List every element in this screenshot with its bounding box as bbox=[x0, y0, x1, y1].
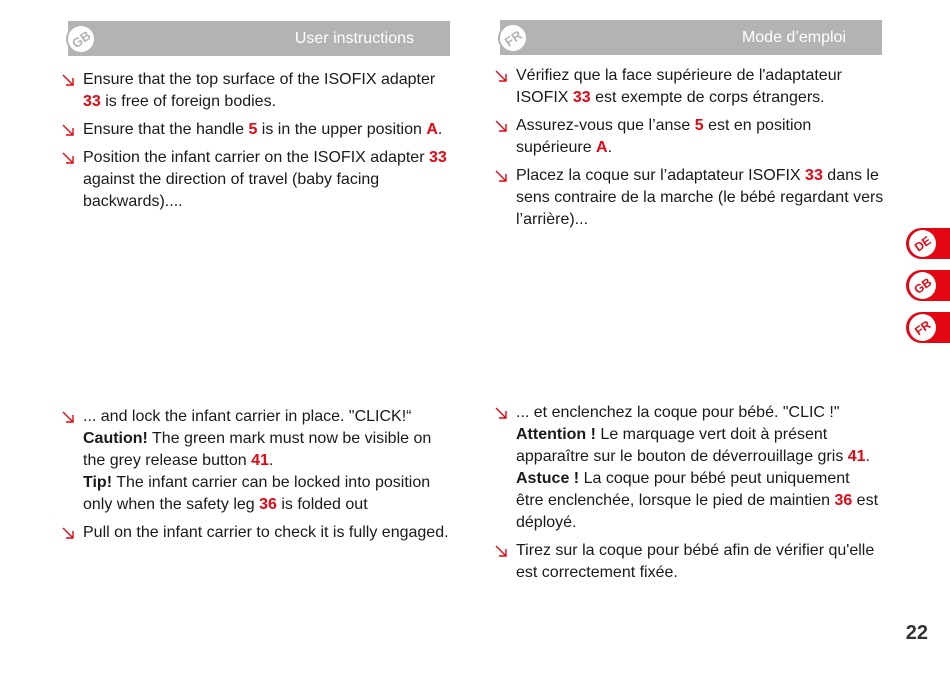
list-item: Tirez sur la coque pour bébé afin de vérifier qu'elle est correctement fixée. bbox=[495, 540, 880, 584]
side-tab-fr[interactable] bbox=[906, 312, 950, 343]
side-tab-gb-label: GB bbox=[904, 267, 942, 305]
side-tab-de[interactable] bbox=[906, 228, 950, 259]
arrow-bullet-icon bbox=[495, 545, 509, 559]
list-item: Ensure that the handle 5 is in the upper position A. bbox=[62, 119, 450, 141]
lang-badge-gb: GB bbox=[60, 18, 102, 60]
fr-bottom-list bbox=[495, 402, 880, 590]
list-item: ... and lock the infant carrier in place. "CLICK!“ Caution! The green mark must now be visible on the grey release button 41. Tip! The infant carrier can be locked into position only when the safety leg 36 is folded out bbox=[62, 406, 450, 516]
fr-top-list bbox=[495, 65, 890, 237]
arrow-bullet-icon bbox=[62, 152, 76, 166]
list-item: Placez la coque sur l’adaptateur ISOFIX 33 dans le sens contraire de la marche (le bébé regardant vers l’arrière)... bbox=[495, 165, 890, 231]
arrow-bullet-icon bbox=[495, 120, 509, 134]
list-item: Ensure that the top surface of the ISOFIX adapter 33 is free of foreign bodies. bbox=[62, 69, 450, 113]
lang-badge-fr: FR bbox=[492, 17, 534, 59]
page-number: 22 bbox=[905, 622, 928, 644]
gb-bottom-list bbox=[62, 406, 450, 550]
list-item: Vérifiez que la face supérieure de l'adaptateur ISOFIX 33 est exempte de corps étrangers. bbox=[495, 65, 890, 109]
header-title-gb: User instructions bbox=[294, 30, 414, 47]
arrow-bullet-icon bbox=[495, 70, 509, 84]
side-tab-gb[interactable] bbox=[906, 270, 950, 301]
list-item: ... et enclenchez la coque pour bébé. "CLIC !" Attention ! Le marquage vert doit à présent apparaître sur le bouton de déverrouillage gris 41. Astuce ! La coque pour bébé peut uniquement être enclenchée, lorsque le pied de maintien 36 est déployé. bbox=[495, 402, 880, 534]
header-bar-fr bbox=[500, 20, 882, 55]
header-bar-gb bbox=[68, 21, 450, 56]
header-title-fr: Mode d’emploi bbox=[741, 29, 846, 46]
arrow-bullet-icon bbox=[495, 170, 509, 184]
arrow-bullet-icon bbox=[62, 411, 76, 425]
list-item: Position the infant carrier on the ISOFIX adapter 33 against the direction of travel (baby facing backwards).... bbox=[62, 147, 450, 213]
arrow-bullet-icon bbox=[495, 407, 509, 421]
arrow-bullet-icon bbox=[62, 124, 76, 138]
list-item: Pull on the infant carrier to check it is fully engaged. bbox=[62, 522, 450, 544]
side-tab-fr-label: FR bbox=[904, 309, 942, 347]
gb-top-list bbox=[62, 69, 450, 219]
arrow-bullet-icon bbox=[62, 527, 76, 541]
side-tab-de-label: DE bbox=[904, 225, 942, 263]
arrow-bullet-icon bbox=[62, 74, 76, 88]
list-item: Assurez-vous que l’anse 5 est en position supérieure A. bbox=[495, 115, 890, 159]
